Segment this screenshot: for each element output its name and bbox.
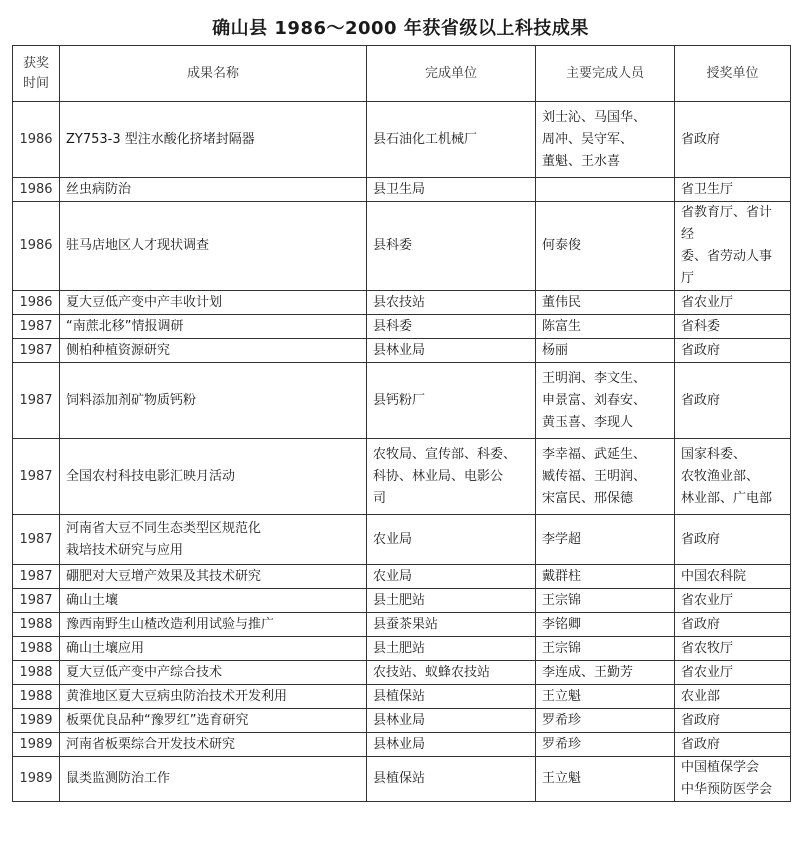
cell-name: 河南省大豆不同生态类型区规范化 栽培技术研究与应用	[60, 515, 367, 565]
cell-year: 1987	[13, 439, 60, 515]
cell-award: 省政府	[675, 363, 791, 439]
cell-people: 戴群柱	[536, 565, 675, 589]
cell-award: 省农业厅	[675, 661, 791, 685]
cell-award: 农业部	[675, 685, 791, 709]
cell-name: “南蔗北移”情报调研	[60, 315, 367, 339]
cell-people: 李铭卿	[536, 613, 675, 637]
cell-name: ZY753-3 型注水酸化挤堵封隔器	[60, 102, 367, 178]
cell-name: 饲料添加剂矿物质钙粉	[60, 363, 367, 439]
table-row	[13, 709, 791, 733]
cell-award: 省政府	[675, 733, 791, 757]
cell-year: 1988	[13, 613, 60, 637]
cell-unit: 县林业局	[367, 709, 536, 733]
cell-year: 1987	[13, 515, 60, 565]
cell-award: 省政府	[675, 515, 791, 565]
cell-name: 确山土壤	[60, 589, 367, 613]
cell-unit: 县土肥站	[367, 637, 536, 661]
cell-name: 河南省板栗综合开发技术研究	[60, 733, 367, 757]
cell-people: 罗希珍	[536, 733, 675, 757]
table-row	[13, 613, 791, 637]
cell-unit: 县蚕茶果站	[367, 613, 536, 637]
cell-award: 中国农科院	[675, 565, 791, 589]
cell-people: 陈富生	[536, 315, 675, 339]
cell-award: 省政府	[675, 709, 791, 733]
table-row	[13, 637, 791, 661]
table-row	[13, 439, 791, 515]
table-body	[13, 102, 791, 802]
cell-award: 国家科委、 农牧渔业部、 林业部、广电部	[675, 439, 791, 515]
cell-people: 王宗锦	[536, 637, 675, 661]
table-row	[13, 202, 791, 291]
cell-unit: 农业局	[367, 565, 536, 589]
cell-year: 1988	[13, 661, 60, 685]
cell-year: 1986	[13, 202, 60, 291]
cell-unit: 农牧局、宣传部、科委、 科协、林业局、电影公 司	[367, 439, 536, 515]
cell-people: 王立魁	[536, 757, 675, 802]
cell-year: 1986	[13, 291, 60, 315]
cell-award: 省教育厅、省计经 委、省劳动人事厅	[675, 202, 791, 291]
cell-year: 1989	[13, 709, 60, 733]
cell-year: 1987	[13, 339, 60, 363]
cell-year: 1987	[13, 589, 60, 613]
cell-name: 夏大豆低产变中产丰收计划	[60, 291, 367, 315]
cell-award: 省政府	[675, 613, 791, 637]
header-name: 成果名称	[60, 46, 367, 102]
cell-unit: 农技站、蚁蜂农技站	[367, 661, 536, 685]
cell-award: 省农牧厅	[675, 637, 791, 661]
cell-year: 1987	[13, 565, 60, 589]
cell-name: 确山土壤应用	[60, 637, 367, 661]
cell-people: 李幸福、武延生、 臧传福、王明润、 宋富民、邢保德	[536, 439, 675, 515]
cell-year: 1988	[13, 685, 60, 709]
cell-award: 省农业厅	[675, 589, 791, 613]
cell-people: 王立魁	[536, 685, 675, 709]
table-row	[13, 363, 791, 439]
table-row	[13, 589, 791, 613]
cell-people: 杨丽	[536, 339, 675, 363]
cell-name: 板栗优良品种“豫罗红”选育研究	[60, 709, 367, 733]
cell-people: 李连成、王勤芳	[536, 661, 675, 685]
table-row	[13, 315, 791, 339]
cell-unit: 县植保站	[367, 757, 536, 802]
cell-name: 全国农村科技电影汇映月活动	[60, 439, 367, 515]
table-row	[13, 733, 791, 757]
cell-award: 省卫生厅	[675, 178, 791, 202]
cell-award: 省科委	[675, 315, 791, 339]
cell-people	[536, 178, 675, 202]
cell-name: 硼肥对大豆增产效果及其技术研究	[60, 565, 367, 589]
cell-unit: 县林业局	[367, 339, 536, 363]
cell-unit: 县科委	[367, 315, 536, 339]
cell-people: 董伟民	[536, 291, 675, 315]
header-award: 授奖单位	[675, 46, 791, 102]
cell-name: 侧柏种植资源研究	[60, 339, 367, 363]
table-header-row	[13, 46, 791, 102]
table-row	[13, 757, 791, 802]
cell-name: 夏大豆低产变中产综合技术	[60, 661, 367, 685]
cell-year: 1987	[13, 363, 60, 439]
cell-people: 何泰俊	[536, 202, 675, 291]
cell-year: 1989	[13, 733, 60, 757]
cell-unit: 县钙粉厂	[367, 363, 536, 439]
cell-people: 王明润、李文生、 申景富、刘春安、 黄玉喜、李现人	[536, 363, 675, 439]
cell-award: 省政府	[675, 102, 791, 178]
cell-year: 1986	[13, 178, 60, 202]
cell-award: 省政府	[675, 339, 791, 363]
cell-unit: 县卫生局	[367, 178, 536, 202]
table-row	[13, 291, 791, 315]
cell-unit: 县林业局	[367, 733, 536, 757]
cell-name: 驻马店地区人才现状调查	[60, 202, 367, 291]
cell-people: 王宗锦	[536, 589, 675, 613]
cell-award: 中国植保学会 中华预防医学会	[675, 757, 791, 802]
cell-unit: 县植保站	[367, 685, 536, 709]
cell-people: 李学超	[536, 515, 675, 565]
cell-name: 黄淮地区夏大豆病虫防治技术开发利用	[60, 685, 367, 709]
table-row	[13, 102, 791, 178]
cell-name: 豫西南野生山楂改造利用试验与推广	[60, 613, 367, 637]
header-unit: 完成单位	[367, 46, 536, 102]
page-title: 确山县 1986～2000 年获省级以上科技成果	[212, 18, 589, 39]
cell-unit: 县农技站	[367, 291, 536, 315]
cell-year: 1989	[13, 757, 60, 802]
cell-people: 刘士沁、马国华、 周冲、吴守军、 董魁、王水喜	[536, 102, 675, 178]
cell-name: 丝虫病防治	[60, 178, 367, 202]
cell-unit: 县石油化工机械厂	[367, 102, 536, 178]
header-people: 主要完成人员	[536, 46, 675, 102]
cell-people: 罗希珍	[536, 709, 675, 733]
table-row	[13, 685, 791, 709]
cell-unit: 农业局	[367, 515, 536, 565]
cell-unit: 县土肥站	[367, 589, 536, 613]
table-row	[13, 339, 791, 363]
achievements-table	[12, 45, 791, 802]
cell-name: 鼠类监测防治工作	[60, 757, 367, 802]
cell-award: 省农业厅	[675, 291, 791, 315]
cell-unit: 县科委	[367, 202, 536, 291]
cell-year: 1986	[13, 102, 60, 178]
table-row	[13, 178, 791, 202]
table-row	[13, 565, 791, 589]
cell-year: 1987	[13, 315, 60, 339]
table-row	[13, 661, 791, 685]
table-row	[13, 515, 791, 565]
cell-year: 1988	[13, 637, 60, 661]
header-year: 获奖 时间	[13, 46, 60, 102]
